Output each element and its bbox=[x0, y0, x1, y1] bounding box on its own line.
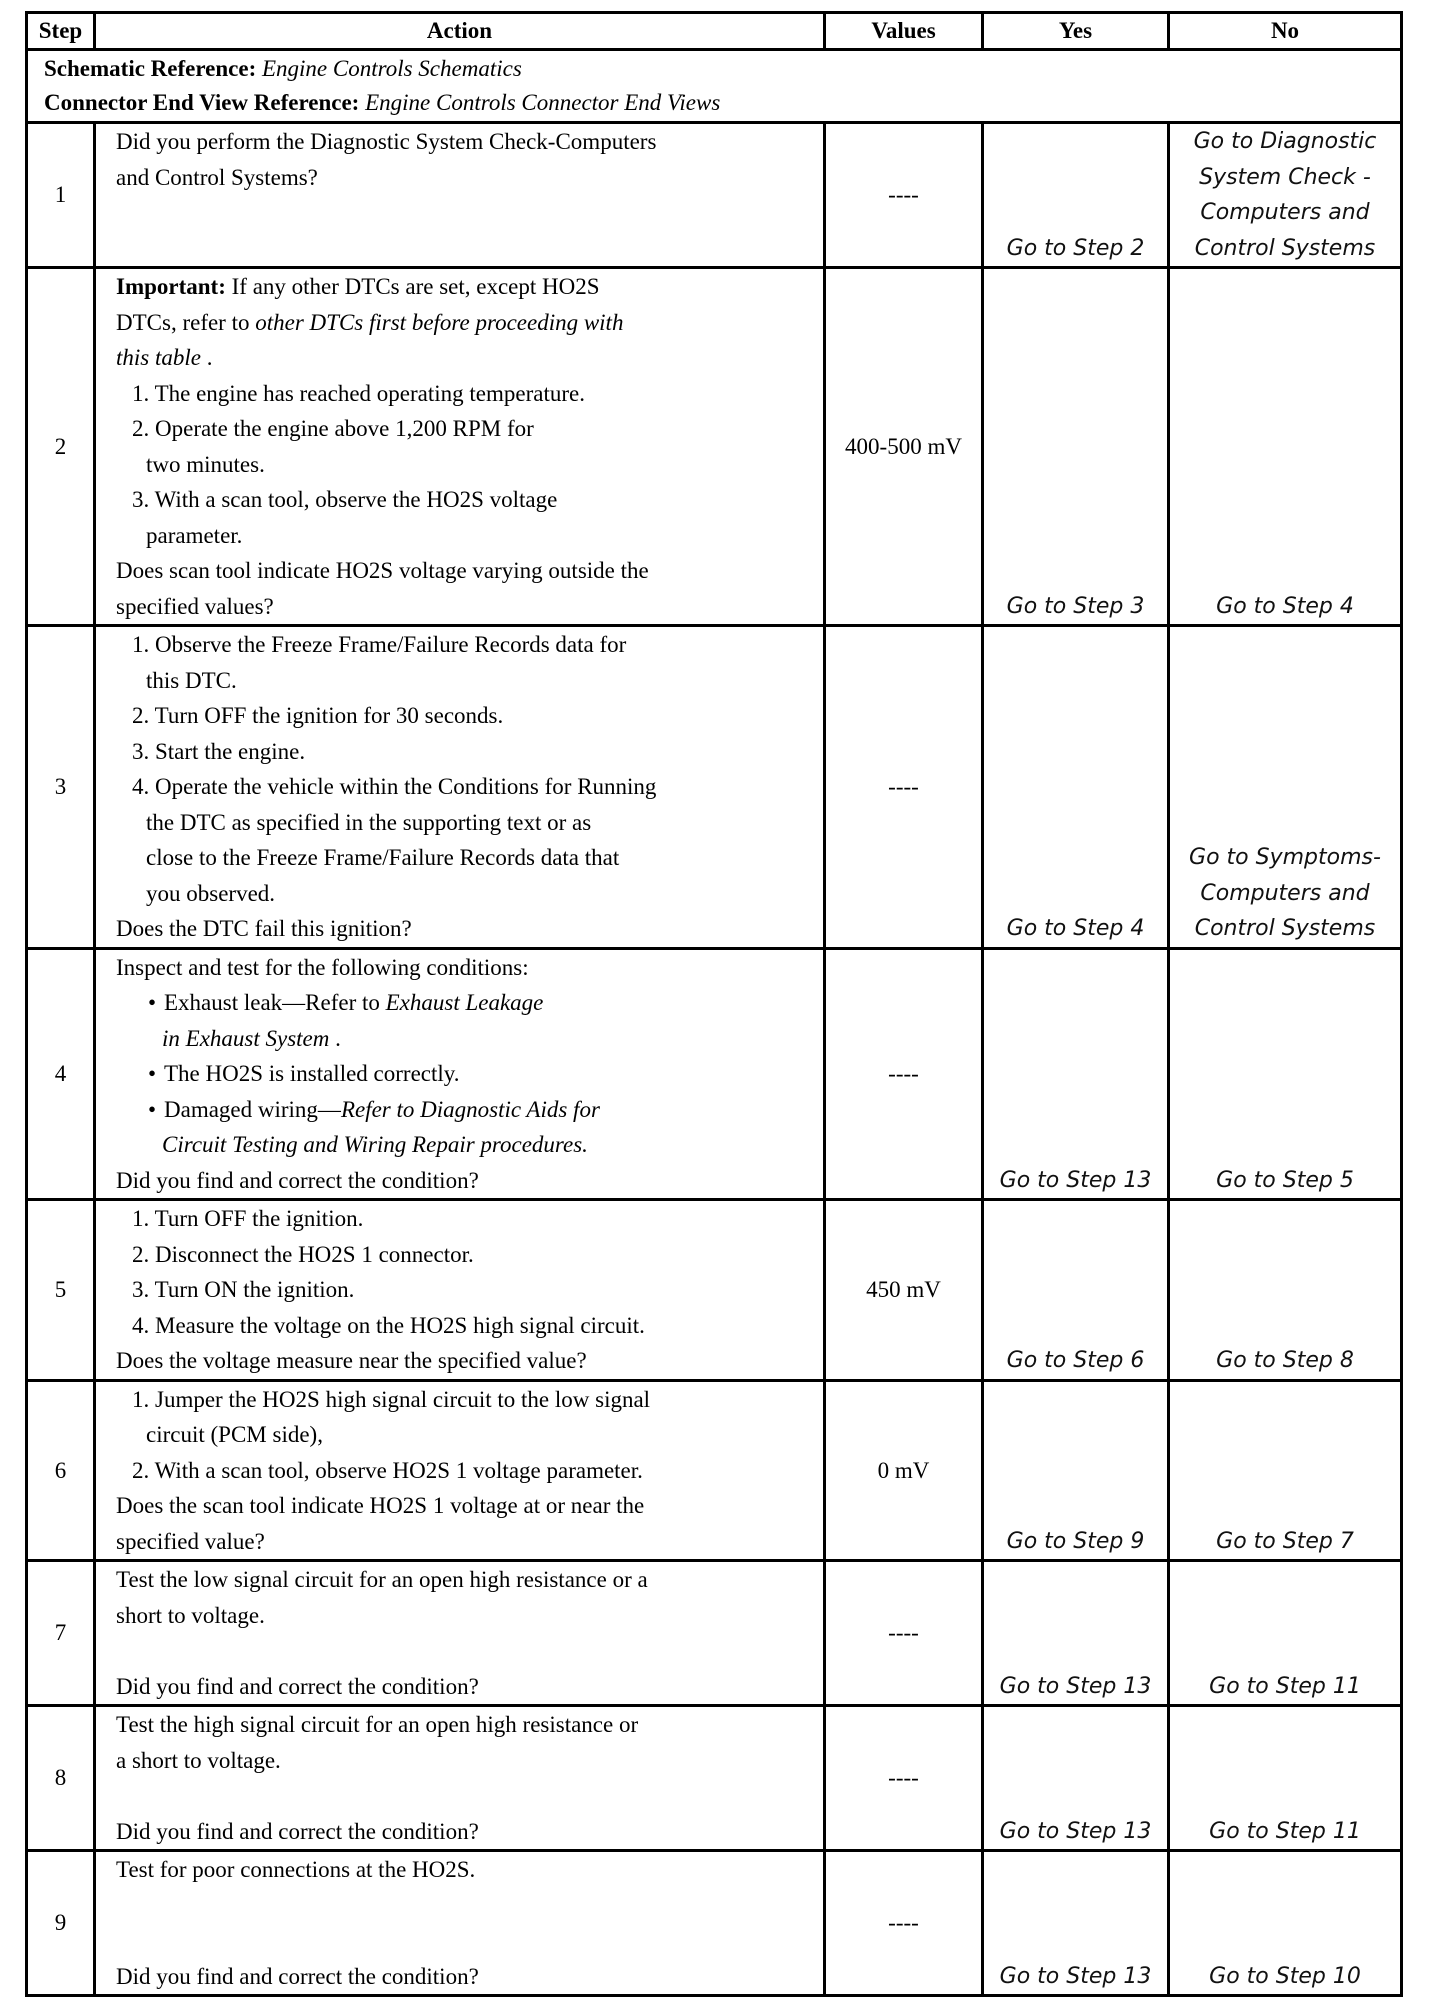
action-step: 1. Turn OFF the ignition. bbox=[132, 1206, 364, 1231]
no-link[interactable]: Go to Step 8 bbox=[1169, 1200, 1402, 1381]
step-number: 1 bbox=[27, 123, 95, 268]
action-cell bbox=[95, 1561, 825, 1706]
action-question: Does scan tool indicate HO2S voltage varying outside the bbox=[116, 558, 649, 583]
action-text: short to voltage. bbox=[116, 1602, 265, 1628]
no-link-text: Control Systems bbox=[1194, 235, 1376, 261]
yes-link[interactable]: Go to Step 2 bbox=[983, 123, 1169, 268]
table-row bbox=[27, 123, 1402, 268]
action-step: 3. Start the engine. bbox=[132, 738, 306, 764]
action-step: two minutes. bbox=[146, 451, 265, 477]
action-text: Test for poor connections at the HO2S. bbox=[116, 1857, 476, 1882]
action-text: Did you perform the Diagnostic System Check-Computers bbox=[116, 129, 657, 154]
action-question: Does the scan tool indicate HO2S 1 voltage at or near the bbox=[116, 1493, 645, 1518]
action-text bbox=[116, 305, 815, 341]
no-link-text: Go to Diagnostic bbox=[1193, 129, 1377, 154]
schematic-reference bbox=[44, 52, 1400, 86]
header-step: Step bbox=[27, 13, 95, 50]
action-step: circuit (PCM side), bbox=[146, 1422, 323, 1447]
table-row bbox=[27, 1851, 1402, 1996]
action-step: 4. Measure the voltage on the HO2S high signal circuit. bbox=[132, 1312, 645, 1338]
spacer bbox=[116, 1923, 815, 1959]
step-number: 7 bbox=[27, 1561, 95, 1706]
bullet-icon: • bbox=[148, 1061, 157, 1086]
action-question: Did you find and correct the condition? bbox=[116, 1673, 479, 1699]
action-text-part: . bbox=[329, 1025, 341, 1051]
no-link[interactable]: Go to Step 7 bbox=[1169, 1380, 1402, 1561]
step-number: 6 bbox=[27, 1380, 95, 1561]
action-text-part: DTCs, refer to bbox=[116, 309, 256, 335]
header-values: Values bbox=[825, 13, 983, 50]
action-question: Does the voltage measure near the specified value? bbox=[116, 1348, 587, 1373]
action-text-part: If any other DTCs are set, except HO2S bbox=[225, 274, 600, 299]
header-yes: Yes bbox=[983, 13, 1169, 50]
connector-reference-label: Connector End View Reference: bbox=[44, 90, 360, 115]
yes-link[interactable]: Go to Step 13 bbox=[983, 1561, 1169, 1706]
yes-link[interactable]: Go to Step 6 bbox=[983, 1200, 1169, 1381]
values-cell: 450 mV bbox=[825, 1200, 983, 1381]
diagnostic-aids-link[interactable]: Refer to Diagnostic Aids for bbox=[340, 1096, 600, 1122]
action-cell bbox=[95, 1380, 825, 1561]
action-step: you observed. bbox=[146, 880, 276, 906]
values-cell: 0 mV bbox=[825, 1380, 983, 1561]
values-cell: ---- bbox=[825, 626, 983, 949]
other-dtcs-link[interactable]: other DTCs first before proceeding with bbox=[255, 309, 624, 335]
no-link[interactable]: Go to Step 5 bbox=[1169, 948, 1402, 1200]
action-step: 2. With a scan tool, observe HO2S 1 voltage parameter. bbox=[132, 1457, 643, 1483]
values-cell: 400-500 mV bbox=[825, 268, 983, 626]
action-question: Did you find and correct the condition? bbox=[116, 1818, 479, 1844]
table-row bbox=[27, 268, 1402, 626]
other-dtcs-link-end[interactable]: this table bbox=[116, 345, 201, 370]
schematic-reference-label: Schematic Reference: bbox=[44, 56, 257, 81]
no-link[interactable]: Go to Step 4 bbox=[1169, 268, 1402, 626]
action-text-part: The HO2S is installed correctly. bbox=[164, 1061, 460, 1086]
spacer bbox=[116, 1633, 815, 1669]
step-number: 2 bbox=[27, 268, 95, 626]
action-step: parameter. bbox=[146, 522, 243, 548]
action-step: 3. Turn ON the ignition. bbox=[132, 1277, 355, 1302]
action-question: Does the DTC fail this ignition? bbox=[116, 916, 412, 941]
action-step: this DTC. bbox=[146, 667, 237, 693]
bullet-icon: • bbox=[148, 990, 157, 1015]
exhaust-leakage-link[interactable]: Exhaust Leakage bbox=[385, 990, 544, 1015]
action-text-part: Damaged wiring— bbox=[164, 1096, 341, 1122]
table-row bbox=[27, 1200, 1402, 1381]
values-cell: ---- bbox=[825, 1851, 983, 1996]
no-link[interactable]: Go to Step 11 bbox=[1169, 1706, 1402, 1851]
reference-row bbox=[27, 50, 1402, 123]
action-question: specified value? bbox=[116, 1528, 265, 1554]
action-text: and Control Systems? bbox=[116, 164, 318, 190]
no-link[interactable] bbox=[1169, 123, 1402, 268]
table-row bbox=[27, 1706, 1402, 1851]
header-no: No bbox=[1169, 13, 1402, 50]
spacer bbox=[116, 1888, 815, 1924]
action-text: a short to voltage. bbox=[116, 1747, 281, 1773]
no-link-text: Computers and bbox=[1200, 200, 1370, 225]
action-text: Inspect and test for the following conditions: bbox=[116, 954, 529, 980]
action-cell bbox=[95, 1200, 825, 1381]
step-number: 5 bbox=[27, 1200, 95, 1381]
spacer bbox=[116, 1778, 815, 1814]
connector-reference bbox=[44, 86, 1400, 120]
bullet-continuation bbox=[116, 1021, 815, 1057]
action-text bbox=[116, 340, 815, 376]
yes-link[interactable]: Go to Step 13 bbox=[983, 1706, 1169, 1851]
values-cell: ---- bbox=[825, 1561, 983, 1706]
action-cell bbox=[95, 1706, 825, 1851]
header-row bbox=[27, 13, 1402, 50]
action-cell bbox=[95, 268, 825, 626]
action-cell bbox=[95, 626, 825, 949]
step-number: 8 bbox=[27, 1706, 95, 1851]
reference-cell bbox=[27, 50, 1402, 123]
bullet-item bbox=[116, 985, 815, 1021]
values-cell: ---- bbox=[825, 948, 983, 1200]
no-link[interactable]: Go to Step 10 bbox=[1169, 1851, 1402, 1996]
step-number: 4 bbox=[27, 948, 95, 1200]
schematic-reference-link[interactable]: Engine Controls Schematics bbox=[261, 56, 522, 81]
exhaust-leakage-link-end[interactable]: in Exhaust System bbox=[162, 1025, 330, 1051]
action-step: 4. Operate the vehicle within the Conditions for Running bbox=[132, 774, 657, 799]
no-link-text: Go to Symptoms- bbox=[1189, 845, 1381, 870]
action-text-part: Exhaust leak—Refer to bbox=[164, 990, 386, 1015]
no-link[interactable] bbox=[1169, 626, 1402, 949]
yes-link[interactable]: Go to Step 9 bbox=[983, 1380, 1169, 1561]
table-row bbox=[27, 1380, 1402, 1561]
table-row bbox=[27, 948, 1402, 1200]
header-action: Action bbox=[95, 13, 825, 50]
action-step: 2. Disconnect the HO2S 1 connector. bbox=[132, 1241, 474, 1267]
action-step: 1. Jumper the HO2S high signal circuit to the low signal bbox=[132, 1386, 651, 1412]
circuit-testing-link[interactable]: Circuit Testing and Wiring Repair procedures. bbox=[162, 1132, 588, 1157]
action-text bbox=[116, 269, 815, 305]
connector-reference-link[interactable]: Engine Controls Connector End Views bbox=[365, 90, 721, 115]
action-text: Test the high signal circuit for an open high resistance or bbox=[116, 1712, 639, 1737]
diagnostic-table bbox=[25, 11, 1403, 1997]
action-step: 3. With a scan tool, observe the HO2S voltage bbox=[132, 487, 558, 512]
important-label: Important: bbox=[116, 274, 226, 299]
action-text-part: . bbox=[200, 345, 213, 370]
action-question: Did you find and correct the condition? bbox=[116, 1167, 479, 1193]
action-question: specified values? bbox=[116, 593, 274, 619]
yes-link[interactable]: Go to Step 13 bbox=[983, 948, 1169, 1200]
table-row bbox=[27, 1561, 1402, 1706]
action-question: Did you find and correct the condition? bbox=[116, 1963, 479, 1989]
no-link[interactable]: Go to Step 11 bbox=[1169, 1561, 1402, 1706]
table-row bbox=[27, 626, 1402, 949]
action-step: 1. Observe the Freeze Frame/Failure Records data for bbox=[132, 632, 627, 657]
no-link-text: System Check - bbox=[1199, 164, 1371, 190]
action-cell bbox=[95, 948, 825, 1200]
yes-link[interactable]: Go to Step 3 bbox=[983, 268, 1169, 626]
action-cell bbox=[95, 1851, 825, 1996]
bullet-item bbox=[116, 1056, 815, 1092]
values-cell: ---- bbox=[825, 1706, 983, 1851]
action-step: the DTC as specified in the supporting text or as bbox=[146, 809, 592, 835]
action-step: 2. Turn OFF the ignition for 30 seconds. bbox=[132, 703, 504, 728]
yes-link[interactable]: Go to Step 13 bbox=[983, 1851, 1169, 1996]
step-number: 3 bbox=[27, 626, 95, 949]
action-step: 1. The engine has reached operating temperature. bbox=[132, 380, 585, 406]
no-link-text: Control Systems bbox=[1194, 916, 1376, 941]
action-text: Test the low signal circuit for an open high resistance or a bbox=[116, 1567, 648, 1592]
action-step: close to the Freeze Frame/Failure Records data that bbox=[146, 845, 620, 870]
yes-link[interactable]: Go to Step 4 bbox=[983, 626, 1169, 949]
no-link-text: Computers and bbox=[1200, 880, 1370, 906]
bullet-item bbox=[116, 1092, 815, 1128]
values-cell: ---- bbox=[825, 123, 983, 268]
action-step: 2. Operate the engine above 1,200 RPM for bbox=[132, 416, 534, 441]
bullet-icon: • bbox=[148, 1096, 157, 1122]
step-number: 9 bbox=[27, 1851, 95, 1996]
action-cell bbox=[95, 123, 825, 268]
